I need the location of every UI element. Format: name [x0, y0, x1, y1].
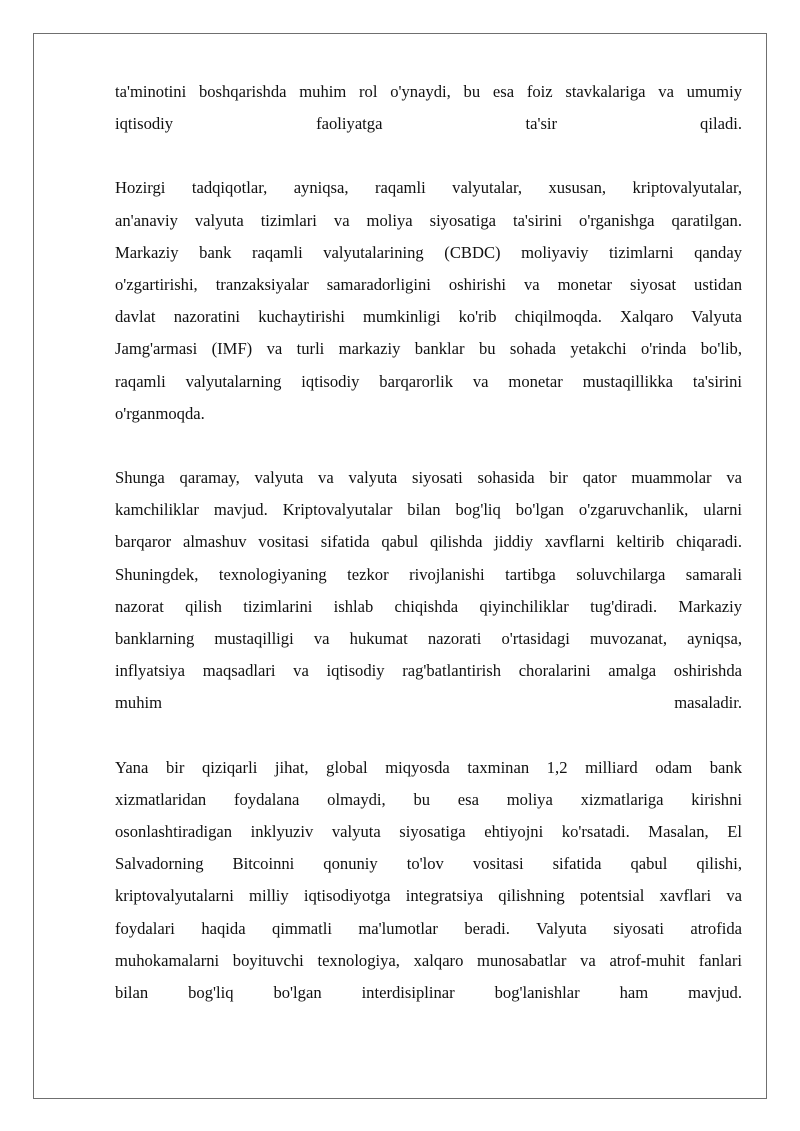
- paragraph-line: Markaziy bank raqamli valyutalarining (CBDC) moliyaviy tizimlarni qanday: [115, 242, 742, 262]
- paragraph-line: muhim masaladir.: [115, 693, 742, 713]
- paragraph-line: xizmatlaridan foydalana olmaydi, bu esa moliya xizmatlariga kirishni: [115, 789, 742, 809]
- paragraph-2: [115, 172, 742, 430]
- paragraph-line: o'zgartirishi, tranzaksiyalar samaradorligini oshirishi va monetar siyosat ustidan: [115, 275, 742, 295]
- paragraph-line: Shunga qaramay, valyuta va valyuta siyosati sohasida bir qator muammolar va: [115, 468, 742, 488]
- paragraph-line: Shuningdek, texnologiyaning tezkor rivojlanishi tartibga soluvchilarga samarali: [115, 564, 742, 584]
- paragraph-line: Yana bir qiziqarli jihat, global miqyosda taxminan 1,2 milliard odam bank: [115, 757, 742, 777]
- paragraph-line: kamchiliklar mavjud. Kriptovalyutalar bilan bog'liq bo'lgan o'zgaruvchanlik, ularni: [115, 500, 742, 520]
- paragraph-3: [115, 462, 742, 720]
- document-body: [115, 76, 742, 1041]
- paragraph-line: osonlashtiradigan inklyuziv valyuta siyosatiga ehtiyojni ko'rsatadi. Masalan, El: [115, 822, 742, 842]
- paragraph-line: banklarning mustaqilligi va hukumat nazorati o'rtasidagi muvozanat, ayniqsa,: [115, 629, 742, 649]
- paragraph-1: [115, 76, 742, 140]
- paragraph-4: [115, 752, 742, 1010]
- paragraph-line: Salvadorning Bitcoinni qonuniy to'lov vositasi sifatida qabul qilishi,: [115, 854, 742, 874]
- paragraph-line: ta'minotini boshqarishda muhim rol o'ynaydi, bu esa foiz stavkalariga va umumiy: [115, 82, 742, 101]
- paragraph-line: muhokamalarni boyituvchi texnologiya, xalqaro munosabatlar va atrof-muhit fanlari: [115, 950, 742, 970]
- paragraph-line: kriptovalyutalarni milliy iqtisodiyotga integratsiya qilishning potentsial xavflari va: [115, 886, 742, 906]
- paragraph-line: an'anaviy valyuta tizimlari va moliya siyosatiga ta'sirini o'rganishga qaratilgan.: [115, 210, 742, 230]
- paragraph-line: Hozirgi tadqiqotlar, ayniqsa, raqamli valyutalar, xususan, kriptovalyutalar,: [115, 178, 742, 198]
- paragraph-line: inflyatsiya maqsadlari va iqtisodiy rag'batlantirish choralarini amalga oshirishda: [115, 661, 742, 681]
- paragraph-line: davlat nazoratini kuchaytirishi mumkinligi ko'rib chiqilmoqda. Xalqaro Valyuta: [115, 307, 742, 327]
- paragraph-line: nazorat qilish tizimlarini ishlab chiqishda qiyinchiliklar tug'diradi. Markaziy: [115, 596, 742, 616]
- paragraph-line: bilan bog'liq bo'lgan interdisiplinar bog'lanishlar ham mavjud.: [115, 983, 742, 1003]
- paragraph-line: barqaror almashuv vositasi sifatida qabul qilishda jiddiy xavflarni keltirib chiqaradi.: [115, 532, 742, 552]
- paragraph-line: raqamli valyutalarning iqtisodiy barqarorlik va monetar mustaqillikka ta'sirini: [115, 371, 742, 391]
- paragraph-line: foydalari haqida qimmatli ma'lumotlar beradi. Valyuta siyosati atrofida: [115, 918, 742, 938]
- paragraph-line: Jamg'armasi (IMF) va turli markaziy banklar bu sohada yetakchi o'rinda bo'lib,: [115, 339, 742, 359]
- paragraph-line: o'rganmoqda.: [115, 403, 205, 423]
- paragraph-line: iqtisodiy faoliyatga ta'sir qiladi.: [115, 114, 742, 134]
